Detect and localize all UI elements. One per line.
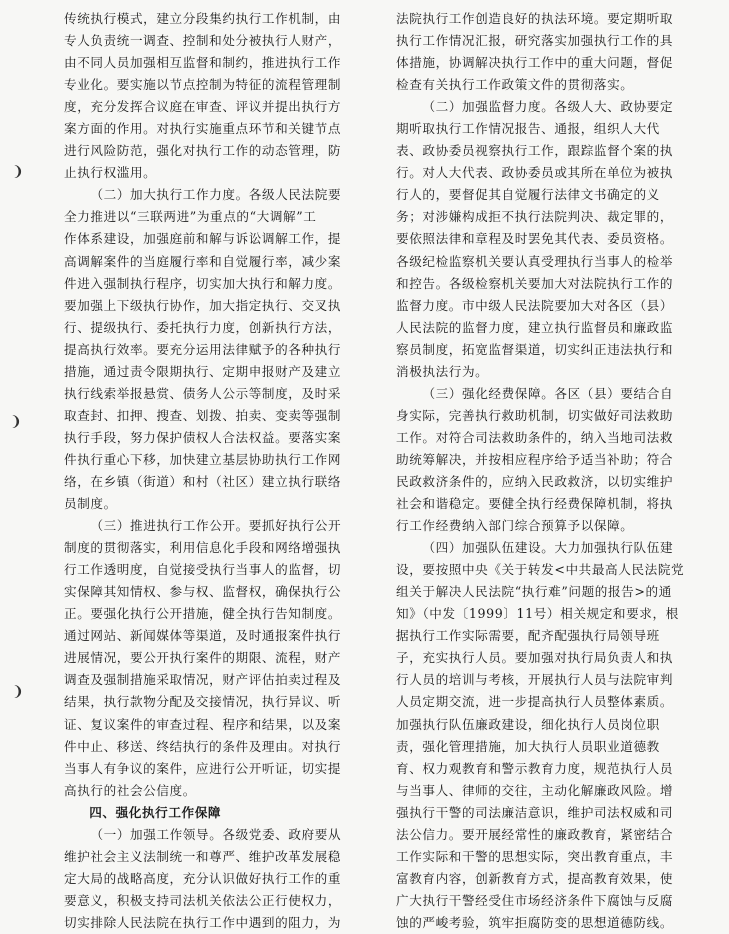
text-line: 定大局的战略高度，充分认识做好执行工作的重 — [64, 870, 342, 886]
text-line: 维护社会主义法制统一和尊严、维护改革发展稳 — [64, 848, 342, 864]
text-line: 取查封、扣押、搜查、划拨、拍卖、变卖等强制 — [64, 407, 342, 423]
binding-hole-mark: ❩ — [10, 414, 22, 430]
text-line: 知》（中发〔1999〕11号）相关规定和要求，根 — [396, 606, 679, 622]
text-line: 案方面的作用。对执行实施重点环节和关键节点 — [64, 121, 342, 137]
text-line: 行人员的培训与考核，开展执行人员与法院审判 — [396, 672, 674, 688]
text-line: 专业化。要实施以节点控制为特征的流程管理制 — [64, 77, 342, 93]
text-line: 证、复议案件的审查过程、程序和结果，以及案 — [64, 716, 342, 732]
text-line: 富教育内容，创新教育方式，提高教育效果，使 — [396, 870, 674, 886]
text-line: 制度的贯彻落实，利用信息化手段和网络增强执 — [64, 540, 342, 556]
text-line: 结果，执行款物分配及交接情况，执行异议、听 — [64, 694, 342, 710]
text-line: 正。要强化执行公开措施，健全执行告知制度。 — [64, 606, 342, 622]
text-line: 设，要按照中央《关于转发<中共最高人民法院党 — [396, 562, 685, 578]
text-line: 执行手段，努力保护债权人合法权益。要落实案 — [64, 429, 342, 445]
text-line: 广大执行干警经受住市场经济条件下腐蚀与反腐 — [396, 892, 674, 908]
text-line: 行工作经费纳入部门综合预算予以保障。 — [396, 518, 634, 534]
text-line: 助统筹解决，并按相应程序给予适当补助；符合 — [396, 451, 674, 467]
left-text-column — [64, 8, 382, 930]
text-line: （二）加强监督力度。各级人大、政协要定 — [422, 99, 674, 115]
text-line: 子，充实执行人员。要加强对执行局负责人和执 — [396, 650, 674, 666]
text-line: 期听取执行工作情况报告、通报，组织人大代 — [396, 121, 660, 137]
text-line: 要意义，积极支持司法机关依法公正行使权力， — [64, 892, 342, 908]
text-line: 件进入强制执行程序，切实加大执行和解力度。 — [64, 275, 342, 291]
text-line: 进行风险防范，强化对执行工作的动态管理，防 — [64, 143, 342, 159]
text-line: 工作。对符合司法救助条件的，纳入当地司法救 — [396, 429, 674, 445]
right-text-column — [396, 8, 700, 930]
text-line: 要加强上下级执行协作，加大指定执行、交叉执 — [64, 297, 342, 313]
text-line: 度，充分发挥合议庭在审查、评议并提出执行方 — [64, 99, 342, 115]
text-line: 进展情况，要公开执行案件的期限、流程，财产 — [64, 650, 342, 666]
text-line: 监督力度。市中级人民法院要加大对各区（县） — [396, 297, 674, 313]
text-line: 和控告。各级检察机关要加大对法院执行工作的 — [396, 275, 674, 291]
text-line: 由不同人员加强相互监督和制约，推进执行工作 — [64, 55, 342, 71]
text-line: 表、政协委员视察执行工作，跟踪监督个案的执 — [396, 143, 674, 159]
text-line: 体措施，协调解决执行工作中的重大问题，督促 — [396, 55, 674, 71]
text-line: 调查及强制措施采取情况，财产评估拍卖过程及 — [64, 672, 342, 688]
text-line: 人员定期交流，进一步提高执行人员整体素质。 — [396, 694, 674, 710]
text-line: 作体系建设，加强庭前和解与诉讼调解工作，提 — [64, 231, 342, 247]
text-line: 人民法院的监督力度，建立执行监督员和廉政监 — [396, 319, 674, 335]
section-heading: 四、强化执行工作保障 — [89, 804, 222, 820]
text-line: 提高执行效率。要充分运用法律赋予的各种执行 — [64, 341, 342, 357]
text-line: 检查有关执行工作政策文件的贯彻落实。 — [396, 77, 634, 93]
text-line: 行工作透明度，自觉接受执行当事人的监督，切 — [64, 562, 342, 578]
text-line: 络，在乡镇（街道）和村（社区）建立执行联络 — [64, 473, 342, 489]
text-line: 传统执行模式，建立分段集约执行工作机制，由 — [64, 11, 342, 26]
binding-hole-mark: ❩ — [12, 164, 24, 180]
text-line: 加强执行队伍廉政建设，细化执行人员岗位职 — [396, 716, 660, 732]
text-line: 民政救济条件的，应纳入民政救济，以切实维护 — [396, 473, 674, 489]
text-line: （三）推进执行工作公开。要抓好执行公开 — [90, 518, 342, 534]
text-line: 实保障其知情权、参与权、监督权，确保执行公 — [64, 584, 342, 600]
text-line: 强执行干警的司法廉洁意识，维护司法权威和司 — [396, 804, 674, 820]
text-line: 工作实际和干警的思想实际，突出教育重点，丰 — [396, 848, 674, 864]
text-line: 行。对人大代表、政协委员或其所在单位为被执 — [396, 165, 674, 181]
text-line: 各级纪检监察机关要认真受理执行当事人的检举 — [396, 253, 674, 269]
text-line: 当事人有争议的案件，应进行公开听证，切实提 — [64, 760, 342, 776]
text-line: 察员制度，拓宽监督渠道，切实纠正违法执行和 — [396, 341, 674, 357]
text-line: （三）强化经费保障。各区（县）要结合自 — [422, 385, 674, 401]
text-line: 法院执行工作创造良好的执法环境。要定期听取 — [396, 11, 674, 26]
text-line: 执行工作情况汇报，研究落实加强执行工作的具 — [396, 33, 674, 49]
text-line: 社会和谐稳定。要健全执行经费保障机制，将执 — [396, 496, 674, 512]
text-line: （二）加大执行工作力度。各级人民法院要 — [90, 187, 342, 203]
text-line: 止执行权滥用。 — [64, 165, 157, 181]
text-line: 据执行工作实际需要，配齐配强执行局领导班 — [396, 628, 660, 644]
text-line: 行人的，要督促其自觉履行法律文书确定的义 — [396, 187, 660, 203]
text-line: 件中止、移送、终结执行的条件及理由。对执行 — [64, 738, 342, 754]
binding-hole-mark: ❩ — [12, 684, 24, 700]
text-line: 全力推进以“三联两进”为重点的“大调解”工 — [64, 209, 317, 225]
text-line: 措施，通过责令限期执行、定期申报财产及建立 — [64, 363, 342, 379]
text-line: 员制度。 — [64, 496, 117, 512]
text-line: 法公信力。要开展经常性的廉政教育，紧密结合 — [396, 826, 674, 842]
text-line: 执行线索举报悬赏、债务人公示等制度，及时采 — [64, 385, 342, 401]
text-line: 高调解案件的当庭履行率和自觉履行率，减少案 — [64, 253, 342, 269]
text-line: （一）加强工作领导。各级党委、政府要从 — [90, 826, 342, 842]
text-line: 要依照法律和章程及时罢免其代表、委员资格。 — [396, 231, 674, 247]
text-line: 蚀的严峻考验，筑牢拒腐防变的思想道德防线。 — [396, 914, 674, 930]
text-line: 行、提级执行、委托执行力度，创新执行方法， — [64, 319, 342, 335]
text-line: 专人负责统一调查、控制和处分被执行人财产， — [64, 33, 342, 49]
text-line: 身实际，完善执行救助机制，切实做好司法救助 — [396, 407, 674, 423]
text-line: 与当事人、律师的交往，主动化解廉政风险。增 — [396, 782, 674, 798]
text-line: 高执行的社会公信度。 — [64, 782, 196, 798]
text-line: （四）加强队伍建设。大力加强执行队伍建 — [422, 540, 674, 556]
text-line: 件执行重心下移，加快建立基层协助执行工作网 — [64, 451, 342, 467]
text-line: 消极执法行为。 — [396, 363, 489, 379]
text-line: 务；对涉嫌构成拒不执行法院判决、裁定罪的， — [396, 209, 674, 225]
text-line: 切实排除人民法院在执行工作中遇到的阻力，为 — [64, 914, 342, 930]
text-line: 育、权力观教育和警示教育力度，规范执行人员 — [396, 760, 674, 776]
text-line: 责，强化管理措施，加大执行人员职业道德教 — [396, 738, 660, 754]
text-line: 通过网站、新闻媒体等渠道，及时通报案件执行 — [64, 628, 342, 644]
text-line: 组关于解决人民法院“执行难”问题的报告>的通 — [396, 584, 672, 600]
